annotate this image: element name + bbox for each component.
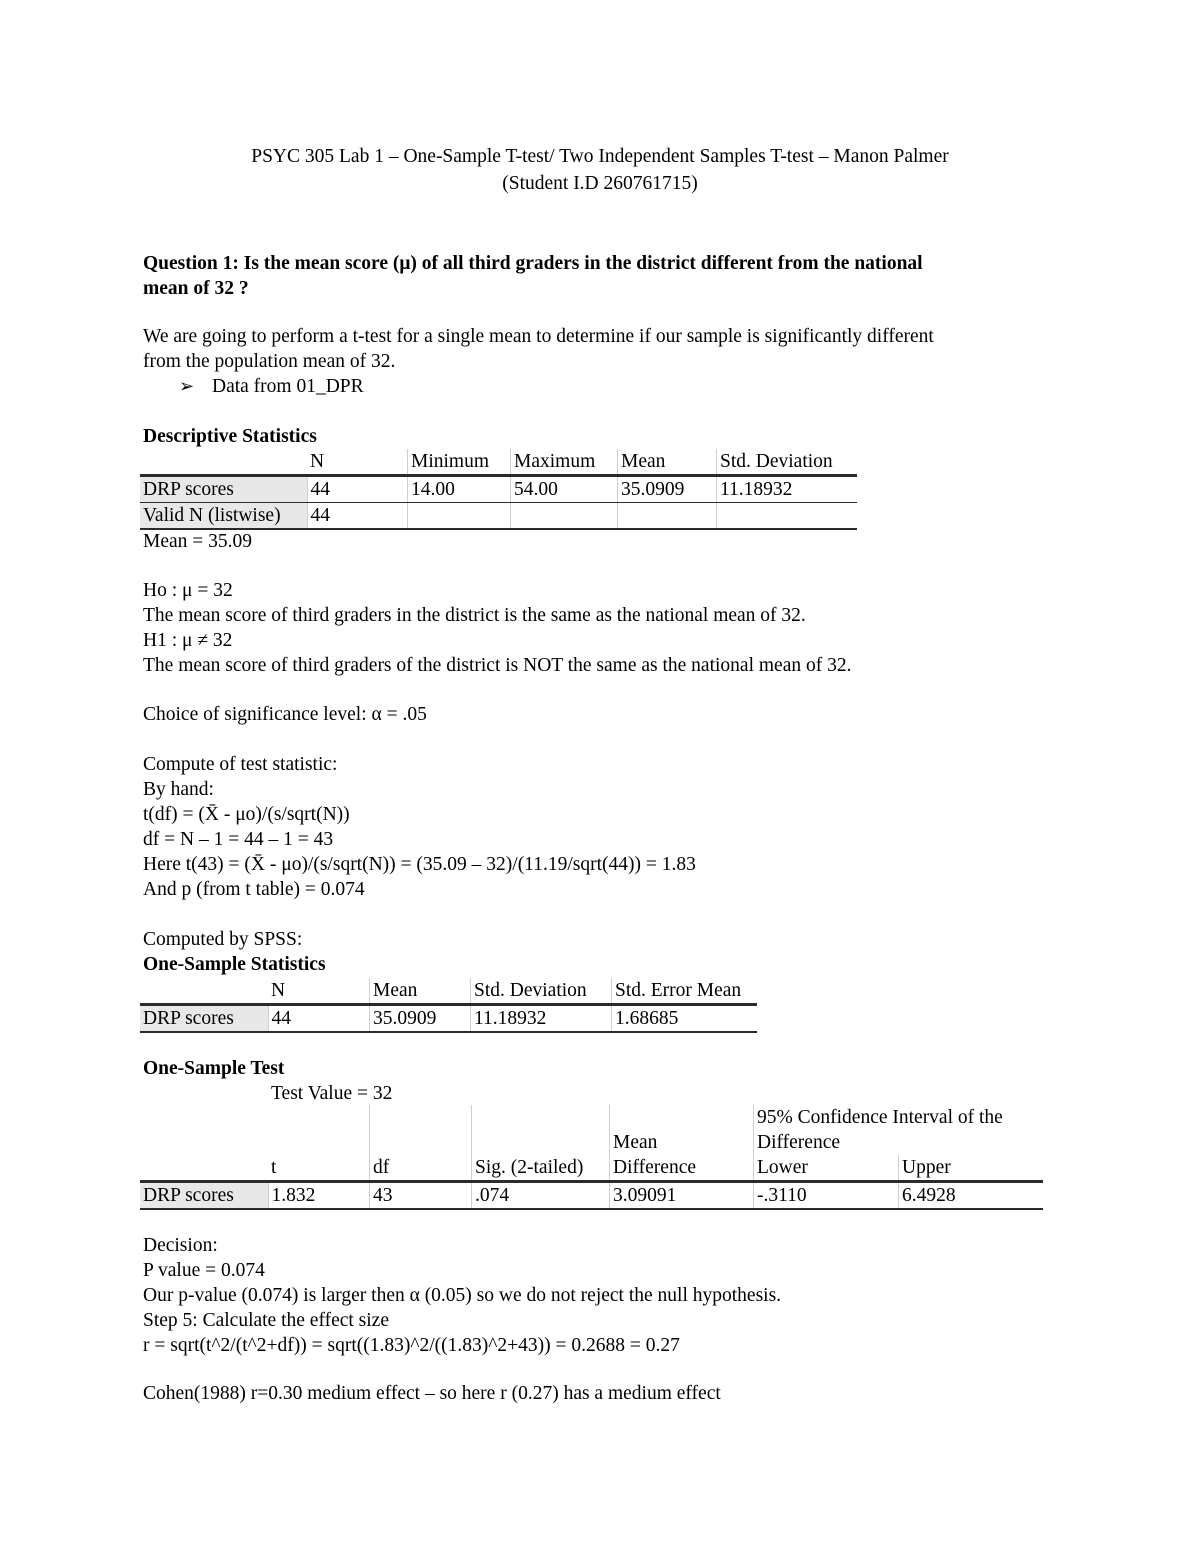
document-title-line2: (Student I.D 260761715) <box>502 173 698 194</box>
cell: 43 <box>370 1182 472 1210</box>
col-header: Mean <box>370 978 471 1005</box>
col-header: Std. Deviation <box>471 978 612 1005</box>
descriptive-stats-title: Descriptive Statistics <box>143 426 317 447</box>
row-label: DRP scores <box>140 1005 268 1033</box>
col-header: Minimum <box>408 449 511 476</box>
table-header-row <box>140 978 757 1005</box>
col-header: Maximum <box>511 449 618 476</box>
header-spacer <box>370 1130 472 1155</box>
bullet-text: Data from 01_DPR <box>212 376 364 397</box>
table-row <box>140 503 857 530</box>
decision-line: P value = 0.074 <box>143 1260 265 1281</box>
cell: 44 <box>307 476 408 503</box>
document-title-line1: PSYC 305 Lab 1 – One-Sample T-test/ Two Independent Samples T-test – Manon Palmer <box>251 146 949 167</box>
cell: 35.0909 <box>618 476 717 503</box>
intro-line1: We are going to perform a t-test for a single mean to determine if our sample is significantly different <box>143 326 934 347</box>
header-spacer <box>370 1105 472 1130</box>
mean-diff-header: Mean <box>610 1130 754 1155</box>
compute-line: t(df) = (X̄ - μo)/(s/sqrt(N)) <box>143 804 350 825</box>
one-sample-stats-title: One-Sample Statistics <box>143 954 326 975</box>
row-label: DRP scores <box>140 1182 268 1210</box>
table-header-row <box>140 1130 1043 1155</box>
cell <box>618 503 717 530</box>
compute-line: Compute of test statistic: <box>143 754 338 775</box>
row-label: DRP scores <box>140 476 307 503</box>
cell: -.3110 <box>754 1182 899 1210</box>
cell: 11.18932 <box>717 476 858 503</box>
bullet-arrow-icon: ➢ <box>179 376 195 396</box>
h0-text: The mean score of third graders in the district is the same as the national mean of 32. <box>143 605 806 626</box>
compute-line: By hand: <box>143 779 214 800</box>
col-header: t <box>268 1155 370 1182</box>
col-header: Sig. (2-tailed) <box>472 1155 610 1182</box>
cell: 54.00 <box>511 476 618 503</box>
cell: 44 <box>307 503 408 530</box>
header-spacer <box>472 1130 610 1155</box>
corner-cell <box>140 1155 268 1182</box>
cell: .074 <box>472 1182 610 1210</box>
table-row <box>140 476 857 503</box>
table-header-row <box>140 449 857 476</box>
compute-line: df = N – 1 = 44 – 1 = 43 <box>143 829 334 850</box>
spss-label: Computed by SPSS: <box>143 929 303 950</box>
table-header-row <box>140 1105 1043 1130</box>
alpha-line: Choice of significance level: α = .05 <box>143 704 427 725</box>
cell: 14.00 <box>408 476 511 503</box>
decision-line: Our p-value (0.074) is larger then α (0.05) so we do not reject the null hypothesis. <box>143 1285 782 1306</box>
header-spacer <box>268 1105 370 1130</box>
header-spacer <box>610 1105 754 1130</box>
corner-cell <box>140 1105 268 1130</box>
header-spacer <box>268 1130 370 1155</box>
col-header: Std. Error Mean <box>612 978 758 1005</box>
cell <box>408 503 511 530</box>
table-row <box>140 1182 1043 1210</box>
h0-line: Ho : μ = 32 <box>143 580 233 601</box>
cell: 1.832 <box>268 1182 370 1210</box>
one-sample-test-table <box>140 1105 1043 1210</box>
cell: 44 <box>268 1005 370 1033</box>
table-header-row <box>140 1155 1043 1182</box>
one-sample-test-title: One-Sample Test <box>143 1058 285 1079</box>
cohen-line: Cohen(1988) r=0.30 medium effect – so here r (0.27) has a medium effect <box>143 1383 721 1404</box>
col-header: Std. Deviation <box>717 449 858 476</box>
cell: 6.4928 <box>899 1182 1044 1210</box>
col-header: Lower <box>754 1155 899 1182</box>
decision-line: r = sqrt(t^2/(t^2+df)) = sqrt((1.83)^2/((1.83)^2+43)) = 0.2688 = 0.27 <box>143 1335 680 1356</box>
h1-text: The mean score of third graders of the district is NOT the same as the national mean of 32. <box>143 655 852 676</box>
col-header: N <box>268 978 370 1005</box>
col-header: Mean <box>618 449 717 476</box>
mean-line: Mean = 35.09 <box>143 531 253 552</box>
cell: 1.68685 <box>612 1005 758 1033</box>
corner-cell <box>140 1130 268 1155</box>
ci-header: 95% Confidence Interval of the <box>754 1105 1044 1130</box>
cell <box>511 503 618 530</box>
question1-line1: Question 1: Is the mean score (μ) of all third graders in the district different from the national <box>143 253 923 274</box>
intro-line2: from the population mean of 32. <box>143 351 396 372</box>
mean-diff-header: Difference <box>610 1155 754 1182</box>
col-header: df <box>370 1155 472 1182</box>
table-row <box>140 1005 757 1033</box>
question1-line2: mean of 32 ? <box>143 278 249 299</box>
cell: 3.09091 <box>610 1182 754 1210</box>
test-value-label: Test Value = 32 <box>271 1083 393 1104</box>
cell: 35.0909 <box>370 1005 471 1033</box>
corner-cell <box>140 978 268 1005</box>
col-header: N <box>307 449 408 476</box>
cell <box>717 503 858 530</box>
ci-header: Difference <box>754 1130 1044 1155</box>
decision-line: Step 5: Calculate the effect size <box>143 1310 389 1331</box>
h1-line: H1 : μ ≠ 32 <box>143 630 233 651</box>
col-header: Upper <box>899 1155 1044 1182</box>
row-label: Valid N (listwise) <box>140 503 307 530</box>
compute-line: Here t(43) = (X̄ - μo)/(s/sqrt(N)) = (35.09 – 32)/(11.19/sqrt(44)) = 1.83 <box>143 854 696 875</box>
descriptive-stats-table <box>140 449 857 530</box>
decision-line: Decision: <box>143 1235 218 1256</box>
compute-line: And p (from t table) = 0.074 <box>143 879 365 900</box>
header-spacer <box>472 1105 610 1130</box>
corner-cell <box>140 449 307 476</box>
one-sample-stats-table <box>140 978 757 1033</box>
cell: 11.18932 <box>471 1005 612 1033</box>
